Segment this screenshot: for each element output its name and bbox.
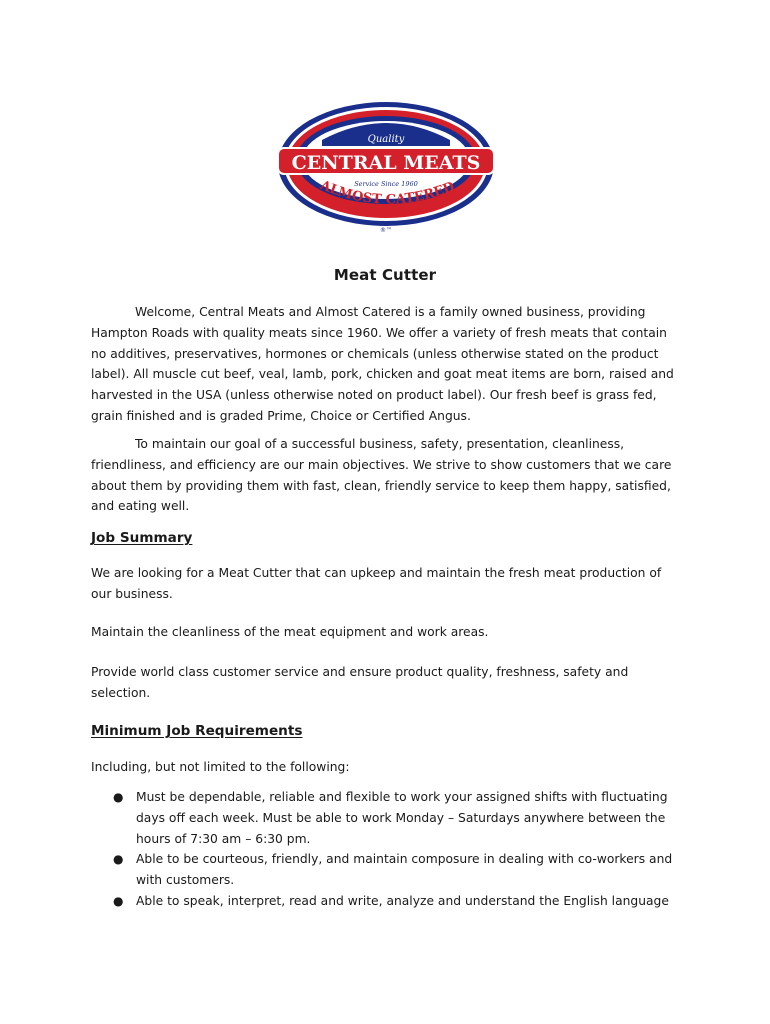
logo-central-meats-text: CENTRAL MEATS — [291, 152, 481, 174]
central-meats-logo — [270, 98, 502, 238]
document-title: Meat Cutter — [333, 266, 437, 284]
logo-almost-catered-text: ALMOST CATERED — [317, 177, 457, 208]
list-item — [91, 891, 691, 912]
job-summary-paragraph-3 — [91, 662, 681, 704]
job-summary-heading: Job Summary — [91, 530, 193, 546]
job-summary-text: Provide world class customer service and ensure product quality, freshness, safety and selection. — [91, 665, 629, 700]
intro-paragraph-text: To maintain our goal of a successful business, safety, presentation, cleanliness, friendliness, and efficiency are our main objectives. We strive to show customers that we care about them by providing them with fast, clean, friendly service to keep them happy, satisfied, and eating well. — [91, 437, 672, 514]
job-summary-paragraph-2 — [91, 622, 681, 643]
bullet-icon: ● — [113, 790, 124, 804]
intro-paragraph-text: Welcome, Central Meats and Almost Catered is a family owned business, providing Hampton Roads with quality meats since 1960. We offer a variety of fresh meats that contain no additives, preservatives, hormones or chemicals (unless otherwise stated on the product label). All muscle cut beef, veal, lamb, pork, chicken and goat meat items are born, raised and harvested in the USA (unless otherwise noted on product label). Our fresh beef is grass fed, grain finished and is graded Prime, Choice or Certified Angus. — [91, 305, 674, 423]
requirements-intro-text: Including, but not limited to the following: — [91, 760, 350, 774]
logo-quality-text: Quality — [367, 134, 405, 145]
bullet-icon: ● — [113, 852, 124, 867]
logo-service-since-text: Service Since 1960 — [354, 180, 418, 188]
requirement-text: Must be dependable, reliable and flexible to work your assigned shifts with fluctuating days off each week. Must be able to work Monday – Saturdays anywhere between the hours of 7:30 am – 6:30 pm. — [136, 790, 668, 846]
job-summary-text: We are looking for a Meat Cutter that can upkeep and maintain the fresh meat production of our business. — [91, 566, 662, 601]
intro-paragraph-1 — [91, 302, 681, 427]
job-summary-text: Maintain the cleanliness of the meat equipment and work areas. — [91, 625, 489, 639]
intro-paragraph-2 — [91, 434, 681, 517]
requirement-text: Able to be courteous, friendly, and maintain composure in dealing with co-workers and with customers. — [136, 852, 673, 888]
bullet-icon: ● — [113, 893, 124, 908]
list-item — [91, 849, 691, 891]
job-summary-paragraph-1 — [91, 563, 681, 605]
requirement-text: Able to speak, interpret, read and write, analyze and understand the English language — [136, 893, 669, 908]
requirements-list — [91, 787, 691, 912]
requirements-heading: Minimum Job Requirements — [91, 723, 303, 739]
logo-trademark-mark: ®™ — [380, 227, 392, 234]
requirements-intro — [91, 757, 681, 778]
list-item — [91, 787, 691, 849]
